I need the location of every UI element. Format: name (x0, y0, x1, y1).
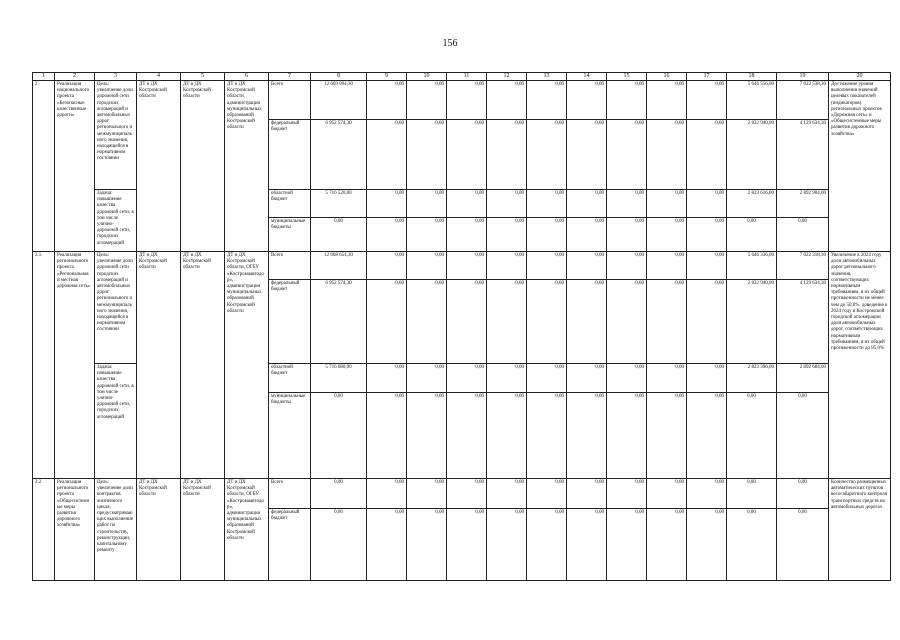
column-header: 17 (687, 73, 727, 81)
value-cell: 0,00 (527, 364, 567, 393)
item-participants: ДТ и ДХ Костромской области, ОГБУ «Костромаавтодор», администрации муниципальных образований Костромской области (225, 252, 269, 479)
item-participants: ДТ и ДХ Костромской области, ОГБУ «Костромаавтодор», администрации муниципальных образований Костромской области (225, 479, 269, 581)
source-label: федеральный бюджет (269, 280, 311, 364)
value-cell: 0,00 (367, 81, 407, 120)
value-cell: 0,00 (407, 218, 447, 252)
value-cell: 0,00 (687, 190, 727, 218)
value-cell: 0,00 (727, 479, 777, 509)
value-cell: 0,00 (687, 252, 727, 280)
column-header: 15 (607, 73, 647, 81)
value-cell: 0,00 (447, 252, 487, 280)
value-cell: 0,00 (527, 218, 567, 252)
source-label: Всего (269, 81, 311, 120)
value-cell: 0,00 (367, 364, 407, 393)
value-cell: 2 822 940,00 (727, 120, 777, 190)
column-header: 3 (95, 73, 137, 81)
value-cell: 0,00 (647, 81, 687, 120)
value-cell: 0,00 (447, 364, 487, 393)
value-cell: 0,00 (607, 509, 647, 581)
value-cell: 0,00 (407, 81, 447, 120)
item-result: Увеличение к 2024 году доли автомобильных дорог регионального значения, соответствующих нормативным требованиям, в их общей протяженности не менее чем до 50,0%, доведение к 2024 году в Костромской городской агломерации доли автомобильных дорог, соответствующих нормативным требованиям, в их общей протяженности до 85,0% (829, 252, 891, 479)
value-cell: 2 892 684,00 (777, 364, 829, 393)
value-cell: 0,00 (367, 190, 407, 218)
value-cell: 0,00 (487, 364, 527, 393)
item-number: 2.2. (33, 479, 55, 581)
value-cell: 0,00 (647, 393, 687, 479)
source-label: Всего (269, 479, 311, 509)
item-name: Реализация национального проекта «Безопасные качественные дороги» (55, 81, 95, 252)
page-number: 156 (442, 38, 458, 49)
value-cell: 0,00 (607, 252, 647, 280)
source-label: Всего (269, 252, 311, 280)
column-number-row (33, 73, 891, 81)
column-header: 5 (181, 73, 225, 81)
item-task: Задача: повышение качества дорожной сети, в том числе улично-дорожной сети, городских агломераций (95, 190, 137, 252)
item-name: Реализация регионального проекта «Региональная и местная дорожная сеть» (55, 252, 95, 479)
value-cell: 0,00 (567, 364, 607, 393)
value-cell: 12 669 094,30 (311, 81, 367, 120)
value-cell: 0,00 (527, 81, 567, 120)
value-cell: 0,00 (607, 479, 647, 509)
value-cell: 0,00 (367, 509, 407, 581)
value-cell: 2 822 940,00 (727, 280, 777, 364)
value-cell: 0,00 (687, 218, 727, 252)
value-cell: 0,00 (647, 509, 687, 581)
value-cell: 5 646 336,00 (727, 252, 777, 280)
value-cell: 0,00 (447, 280, 487, 364)
value-cell: 0,00 (311, 218, 367, 252)
value-cell: 0,00 (407, 479, 447, 509)
source-label: муниципальные бюджеты (269, 393, 311, 479)
value-cell: 0,00 (487, 120, 527, 190)
value-cell: 0,00 (567, 218, 607, 252)
value-cell: 0,00 (647, 364, 687, 393)
value-cell: 5 716 520,00 (311, 190, 367, 218)
value-cell: 5 646 556,00 (727, 81, 777, 120)
value-cell: 0,00 (487, 479, 527, 509)
value-cell: 0,00 (487, 252, 527, 280)
value-cell: 0,00 (647, 190, 687, 218)
value-cell: 0,00 (527, 479, 567, 509)
value-cell: 6 952 574,30 (311, 280, 367, 364)
value-cell: 0,00 (407, 509, 447, 581)
item-result: Достижение уровня выполнения значений целевых показателей (индикаторов) региональных проектов «Дорожная сеть» и «Общесистемные меры развития дорожного хозяйства» (829, 81, 891, 252)
value-cell: 0,00 (607, 364, 647, 393)
value-cell: 0,00 (447, 393, 487, 479)
value-cell: 0,00 (687, 364, 727, 393)
value-cell: 0,00 (367, 479, 407, 509)
value-cell: 0,00 (687, 479, 727, 509)
item-coexecutor: ДТ и ДХ Костромской области (181, 479, 225, 581)
value-cell: 0,00 (407, 393, 447, 479)
value-cell: 0,00 (367, 393, 407, 479)
source-label: федеральный бюджет (269, 509, 311, 581)
value-cell: 0,00 (527, 120, 567, 190)
value-cell: 0,00 (727, 509, 777, 581)
value-cell: 0,00 (607, 190, 647, 218)
value-cell: 0,00 (487, 81, 527, 120)
value-cell: 0,00 (647, 479, 687, 509)
item-executor: ДТ и ДХ Костромской области (137, 81, 181, 252)
value-cell: 0,00 (647, 280, 687, 364)
value-cell: 2 892 904,00 (777, 190, 829, 218)
value-cell: 0,00 (687, 280, 727, 364)
value-cell: 0,00 (777, 509, 829, 581)
value-cell: 0,00 (647, 120, 687, 190)
value-cell: 0,00 (527, 393, 567, 479)
value-cell: 0,00 (687, 509, 727, 581)
value-cell: 0,00 (447, 81, 487, 120)
value-cell: 0,00 (777, 479, 829, 509)
item-executor: ДТ и ДХ Костромской области (137, 479, 181, 581)
column-header: 12 (487, 73, 527, 81)
item-number: 2. (33, 81, 55, 252)
item-goal: Цель: увеличение доли дорожной сети городских агломераций и автомобильных дорог регионального и межмуниципального значения, находящейся в нормативном состоянии (95, 81, 137, 190)
value-cell: 0,00 (567, 120, 607, 190)
value-cell: 0,00 (567, 509, 607, 581)
value-cell: 0,00 (607, 218, 647, 252)
column-header: 2 (55, 73, 95, 81)
value-cell: 0,00 (447, 218, 487, 252)
item-participants: ДТ и ДХ Костромской области, администрации муниципальных образований Костромской области (225, 81, 269, 252)
column-header: 6 (225, 73, 269, 81)
column-header: 14 (567, 73, 607, 81)
column-header: 16 (647, 73, 687, 81)
column-header: 10 (407, 73, 447, 81)
value-cell: 0,00 (311, 479, 367, 509)
value-cell: 0,00 (687, 393, 727, 479)
value-cell: 0,00 (607, 81, 647, 120)
table-row (33, 479, 891, 509)
table-row (33, 81, 891, 120)
source-label: областной бюджет (269, 364, 311, 393)
value-cell: 0,00 (407, 190, 447, 218)
value-cell: 0,00 (447, 120, 487, 190)
item-number: 2.1. (33, 252, 55, 479)
value-cell: 0,00 (447, 190, 487, 218)
value-cell: 0,00 (447, 479, 487, 509)
column-header: 9 (367, 73, 407, 81)
value-cell: 0,00 (567, 190, 607, 218)
value-cell: 0,00 (367, 120, 407, 190)
item-coexecutor: ДТ и ДХ Костромской области (181, 81, 225, 252)
column-header: 7 (269, 73, 311, 81)
value-cell: 4 129 634,30 (777, 280, 829, 364)
value-cell: 0,00 (777, 218, 829, 252)
value-cell: 0,00 (311, 393, 367, 479)
value-cell: 4 129 634,30 (777, 120, 829, 190)
item-goal: Цель: увеличение доли дорожной сети городских агломераций и автомобильных дорог регионального и межмуниципального значения, находящейся в нормативном состоянии (95, 252, 137, 364)
value-cell: 0,00 (407, 252, 447, 280)
value-cell: 7 022 318,30 (777, 252, 829, 280)
value-cell: 0,00 (567, 479, 607, 509)
budget-table (32, 72, 891, 581)
value-cell: 0,00 (727, 218, 777, 252)
value-cell: 6 952 574,30 (311, 120, 367, 190)
value-cell: 0,00 (527, 190, 567, 218)
value-cell: 0,00 (311, 509, 367, 581)
value-cell: 0,00 (487, 280, 527, 364)
item-coexecutor: ДТ и ДХ Костромской области (181, 252, 225, 479)
value-cell: 0,00 (407, 280, 447, 364)
value-cell: 0,00 (567, 280, 607, 364)
value-cell: 0,00 (367, 252, 407, 280)
value-cell: 0,00 (487, 218, 527, 252)
value-cell: 0,00 (527, 252, 567, 280)
value-cell: 0,00 (607, 280, 647, 364)
value-cell: 0,00 (487, 190, 527, 218)
source-label: федеральный бюджет (269, 120, 311, 190)
item-name: Реализация регионального проекта «Общесистемные меры развития дорожного хозяйства» (55, 479, 95, 581)
item-result: Количество размещенных автоматических пунктов весогабаритного контроля транспортных средств на автомобильных дорогах (829, 479, 891, 581)
value-cell: 0,00 (447, 509, 487, 581)
value-cell: 0,00 (687, 81, 727, 120)
source-label: муниципальные бюджеты (269, 218, 311, 252)
value-cell: 0,00 (487, 509, 527, 581)
table-row (33, 252, 891, 280)
column-header: 18 (727, 73, 777, 81)
value-cell: 2 823 616,00 (727, 190, 777, 218)
value-cell: 2 823 396,00 (727, 364, 777, 393)
value-cell: 0,00 (407, 364, 447, 393)
column-header: 11 (447, 73, 487, 81)
value-cell: 0,00 (567, 393, 607, 479)
item-goal: Цель: увеличение доли контрактов жизненного цикла, предусматривающих выполнение работ по строительству, реконструкции, капитальному ремонту (95, 479, 137, 581)
column-header: 8 (311, 73, 367, 81)
value-cell: 0,00 (487, 393, 527, 479)
value-cell: 0,00 (647, 252, 687, 280)
value-cell: 0,00 (407, 120, 447, 190)
value-cell: 0,00 (607, 120, 647, 190)
value-cell: 0,00 (367, 280, 407, 364)
column-header: 1 (33, 73, 55, 81)
value-cell: 0,00 (567, 252, 607, 280)
value-cell: 0,00 (527, 280, 567, 364)
column-header: 19 (777, 73, 829, 81)
value-cell: 0,00 (727, 393, 777, 479)
item-task: Задача: повышение качества дорожной сети, в том числе улично-дорожной сети, городских агломераций (95, 364, 137, 479)
value-cell: 12 668 654,30 (311, 252, 367, 280)
source-label: областной бюджет (269, 190, 311, 218)
value-cell: 0,00 (607, 393, 647, 479)
value-cell: 0,00 (567, 81, 607, 120)
value-cell: 5 716 080,00 (311, 364, 367, 393)
value-cell: 7 022 538,30 (777, 81, 829, 120)
column-header: 20 (829, 73, 891, 81)
value-cell: 0,00 (647, 218, 687, 252)
value-cell: 0,00 (527, 509, 567, 581)
column-header: 13 (527, 73, 567, 81)
value-cell: 0,00 (687, 120, 727, 190)
value-cell: 0,00 (777, 393, 829, 479)
value-cell: 0,00 (367, 218, 407, 252)
column-header: 4 (137, 73, 181, 81)
item-executor: ДТ и ДХ Костромской области (137, 252, 181, 479)
